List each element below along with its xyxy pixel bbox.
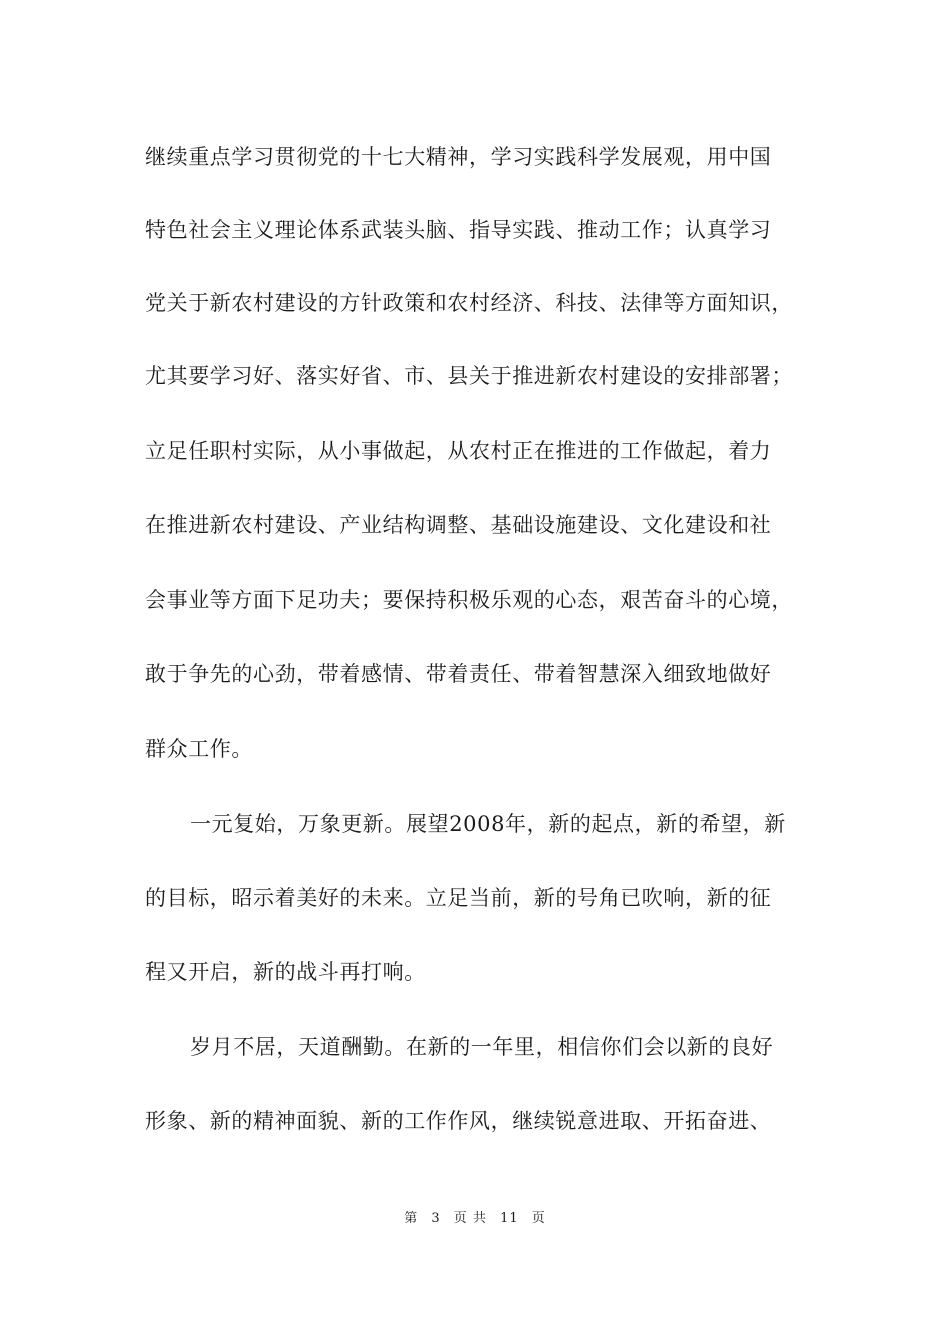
body-line-1: 继续重点学习贯彻党的十七大精神，学习实践科学发展观，用中国	[145, 145, 772, 169]
footer-total-pages: 11	[500, 1211, 519, 1226]
body-line-2: 特色社会主义理论体系武装头脑、指导实践、推动工作；认真学习	[145, 218, 772, 242]
paragraph-3-line-2: 形象、新的精神面貌、新的工作作风，继续锐意进取、开拓奋进、	[145, 1109, 772, 1133]
body-line-3: 党关于新农村建设的方针政策和农村经济、科技、法律等方面知识，	[145, 291, 793, 315]
body-line-4: 尤其要学习好、落实好省、市、县关于推进新农村建设的安排部署；	[145, 364, 793, 388]
body-line-9: 群众工作。	[145, 737, 253, 761]
body-line-7: 会事业等方面下足功夫；要保持积极乐观的心态，艰苦奋斗的心境，	[145, 588, 793, 612]
body-line-8: 敢于争先的心劲，带着感情、带着责任、带着智慧深入细致地做好	[145, 662, 772, 686]
body-line-5: 立足任职村实际，从小事做起，从农村正在推进的工作做起，着力	[145, 439, 772, 463]
footer-prefix: 第	[404, 1211, 419, 1226]
paragraph-2-line-1: 一元复始，万象更新。展望2008年，新的起点，新的希望，新	[190, 812, 786, 836]
paragraph-2-line-3: 程又开启，新的战斗再打响。	[145, 960, 426, 984]
footer-current-page: 3	[431, 1211, 441, 1226]
paragraph-3-line-1: 岁月不居，天道酬勤。在新的一年里，相信你们会以新的良好	[190, 1035, 774, 1059]
body-line-6: 在推进新农村建设、产业结构调整、基础设施建设、文化建设和社	[145, 513, 772, 537]
footer-mid: 页 共	[453, 1211, 487, 1226]
paragraph-2-line-2: 的目标，昭示着美好的未来。立足当前，新的号角已吹响，新的征	[145, 886, 772, 910]
page-footer	[0, 1207, 950, 1226]
footer-suffix: 页	[531, 1211, 546, 1226]
